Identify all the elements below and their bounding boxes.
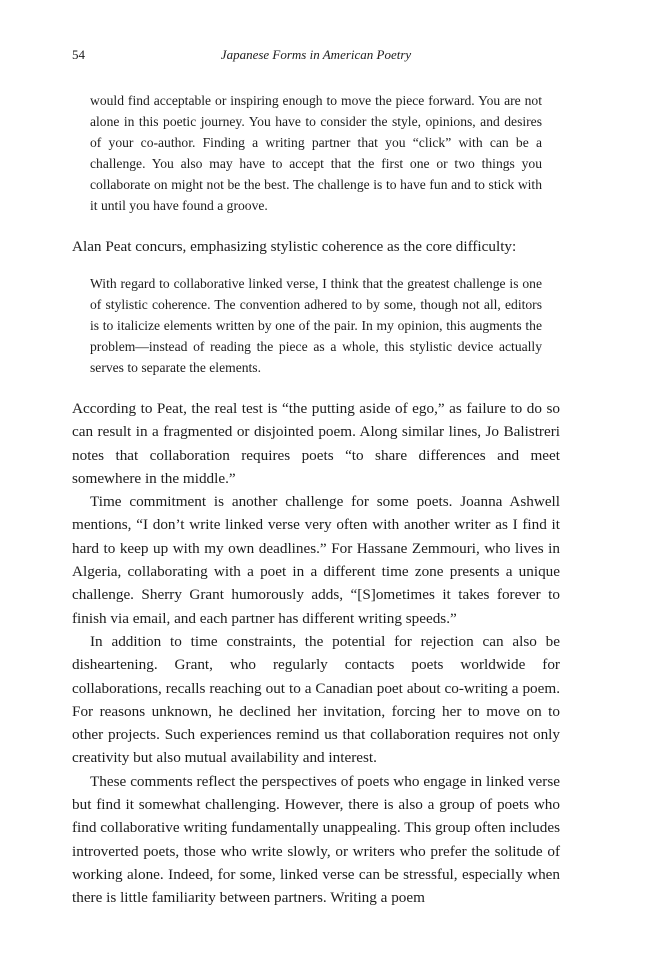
body-text	[72, 397, 560, 910]
body-paragraph: According to Peat, the real test is “the putting aside of ego,” as failure to do so can result in a fragmented or disjointed poem. Along similar lines, Jo Balistreri notes that collaboration requires poets “to share differences and meet somewhere in the middle.”	[72, 400, 560, 487]
block-quote-text: With regard to collaborative linked verse, I think that the greatest challenge is one of stylistic coherence. The convention adhered to by some, though not all, editors is to italicize elements written by one of the pair. In my opinion, this augments the problem—instead of reading the piece as a whole, this stylistic device actually serves to separate the elements.	[90, 276, 542, 376]
running-header	[72, 47, 560, 67]
block-quote-text: would find acceptable or inspiring enough to move the piece forward. You are not alone in this poetic journey. You have to consider the style, opinions, and desires of your co-author. Finding a writing partner that you “click” with can be a challenge. You also may have to accept that the first one or two things you collaborate on might not be the best. The challenge is to have fun and to stick with it until you have found a groove.	[90, 93, 542, 214]
quote-intro	[72, 235, 560, 258]
block-quote-peat	[90, 273, 542, 378]
body-paragraph: Time commitment is another challenge for some poets. Joanna Ashwell mentions, “I don’t write linked verse very often with another writer as I find it hard to keep up with my own deadlines.” For Hassane Zemmouri, who lives in Algeria, collaborating with a poet in a different time zone presents a unique challenge. Sherry Grant humorously adds, “[S]ometimes it takes forever to finish via email, and each partner has different writing speeds.”	[72, 493, 560, 627]
body-paragraph: These comments reflect the perspectives of poets who engage in linked verse but find it somewhat challenging. However, there is also a group of poets who find collaborative writing fundamentally unappealing. This group often includes introverted poets, those who write slowly, or writers who prefer the solitude of working alone. Indeed, for some, linked verse can be stressful, especially when there is little familiarity between partners. Writing a poem	[72, 772, 560, 907]
block-quote-continued	[90, 90, 542, 217]
page-number: 54	[72, 47, 85, 62]
body-paragraph: In addition to time constraints, the potential for rejection can also be disheartening. Grant, who regularly contacts poets worldwide for collaborations, recalls reaching out to a Canadian poet about co-writing a poem. For reasons unknown, he declined her invitation, forcing her to move on to other projects. Such experiences remind us that collaboration requires not only creativity but also mutual availability and interest.	[72, 632, 560, 767]
running-title: Japanese Forms in American Poetry	[220, 47, 412, 62]
quote-intro-text: Alan Peat concurs, emphasizing stylistic coherence as the core difficulty:	[72, 238, 517, 255]
